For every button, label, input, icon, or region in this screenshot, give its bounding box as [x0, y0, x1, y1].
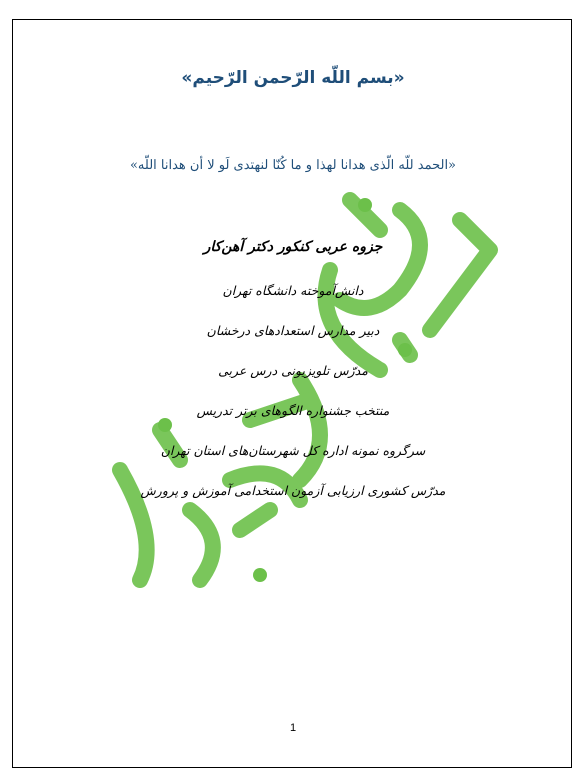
credential-line: مدرّس کشوری ارزیابی آزمون استخدامی آموزش و پرورش	[140, 483, 446, 498]
credential-line: مدرّس تلویزیونی درس عربی	[218, 363, 368, 378]
credential-line: منتخب جشنواره الگوهای برتر تدریس	[196, 403, 390, 418]
credential-line: سرگروه نمونه اداره کل شهرستان‌های استان تهران	[160, 443, 426, 458]
page-number: 1	[289, 722, 297, 734]
credential-line: دبیر مدارس استعدادهای درخشان	[206, 323, 380, 338]
credential-line: دانش‌آموخته دانشگاه تهران	[222, 283, 364, 298]
page-title: «بسم اللّه الرّحمن الرّحیم»	[181, 68, 405, 88]
document-subtitle: جزوه عربی کنکور دکتر آهن‌کار	[203, 239, 383, 255]
quran-verse: «الحمد للّه الّذی هدانا لهذا و ما کُنّا لنهتدی لَو لا أن هدانا اللّه»	[129, 158, 457, 173]
credentials-list	[0, 283, 586, 523]
